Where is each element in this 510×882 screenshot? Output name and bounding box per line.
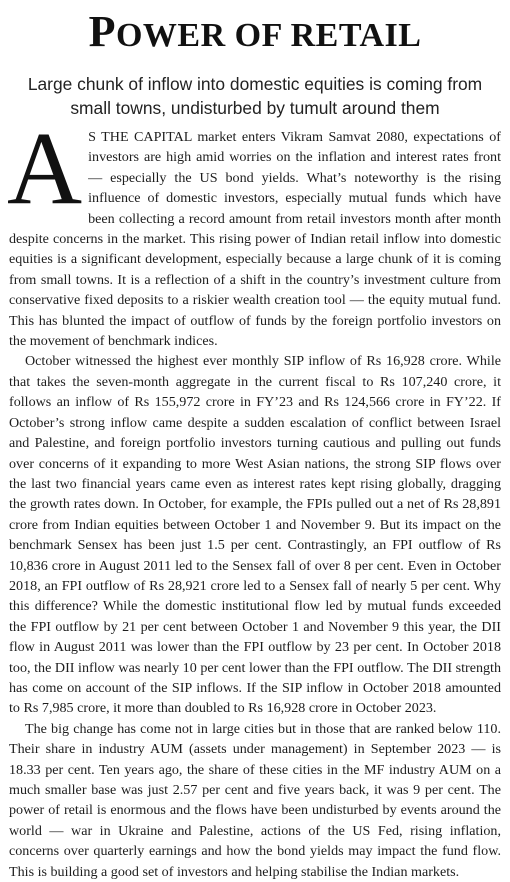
article-paragraph-3: The big change has come not in large cities but in those that are ranked below 110. Their share in industry AUM (assets under management) in September 2023 — is 18.33 per cent. Ten years ago, the share of these cities in the MF industry AUM on a much smaller base was just 2.57 per cent and five years back, it was 9 per cent. The power of retail is enormous and the flows have been undisturbed by events around the world — war in Ukraine and Palestine, actions of the US Fed, rising inflation, concerns over quarterly earnings and how the bond yields may impact the fund flow. This is building a good set of investors and helping stabilise the Indian markets. [9,720,501,880]
headline [0,8,510,60]
article-paragraph-2: October witnessed the highest ever monthly SIP inflow of Rs 16,928 crore. While that takes the seven-month aggregate in the current fiscal to Rs 107,240 crore, it follows an inflow of Rs 155,972 crore in FY’23 and Rs 124,566 crore in FY’22. If October’s strong inflow came despite a sudden escalation of conflict between Israel and Palestine, and foreign portfolio investors turning cautious and pulling out funds over concerns of it expanding to more West Asian nations, the strong SIP flows over the last two financial years came even as interest rates kept rising globally, dragging the growth rates down. In October, for example, the FPIs pulled out a net of Rs 28,891 crore from Indian equities between October 1 and November 9. But its impact on the benchmark Sensex has been just 1.5 per cent. Contrastingly, an FPI outflow of Rs 10,836 crore in August 2011 led to the Sensex fall of over 8 per cent. Even in October 2018, an FPI outflow of Rs 28,921 crore led to a Sensex fall of nearly 5 per cent. Why this difference? While the domestic institutional flow led by mutual funds exceeded the FPI outflow by 21 per cent between October 1 and November 9 this year, the DII flow in August 2011 was lower than the FPI outflow by 23 per cent. In October 2018 too, the DII inflow was nearly 10 per cent lower than the FPI outflow. The DII strength has come on account of the SIP inflows. If the SIP inflow in October 2018 amounted to Rs 7,985 crore, it more than doubled to Rs 16,928 crore in October 2023. [9,353,501,717]
article-paragraph-1: S THE CAPITAL market enters Vikram Samvat 2080, expectations of investors are high amid worries on the inflation and interest rates front — especially the US bond yields. What’s noteworthy is the rising influence of domestic investors, especially mutual funds which have been collecting a record amount from retail investors month after month despite concerns in the market. This rising power of Indian retail inflow into domestic equities is a significant development, especially because a large chunk of it is coming from small towns. It is a reflection of a shift in the country’s investment culture from conservative fixed deposits to a riskier wealth creation tool — the equity mutual fund. This has blunted the impact of outflow of funds by the foreign portfolio investors on the movement of benchmark indices. [9,129,501,350]
article-body [7,111,501,882]
subheadline-line-2: small towns, undisturbed by tumult around them [70,98,440,118]
drop-cap: A [7,111,83,226]
subheadline-line-1: Large chunk of inflow into domestic equities is coming from [27,74,483,94]
subheadline [10,72,500,120]
headline-rest: OWER OF RETAIL [115,17,422,54]
headline-initial: P [88,7,116,56]
